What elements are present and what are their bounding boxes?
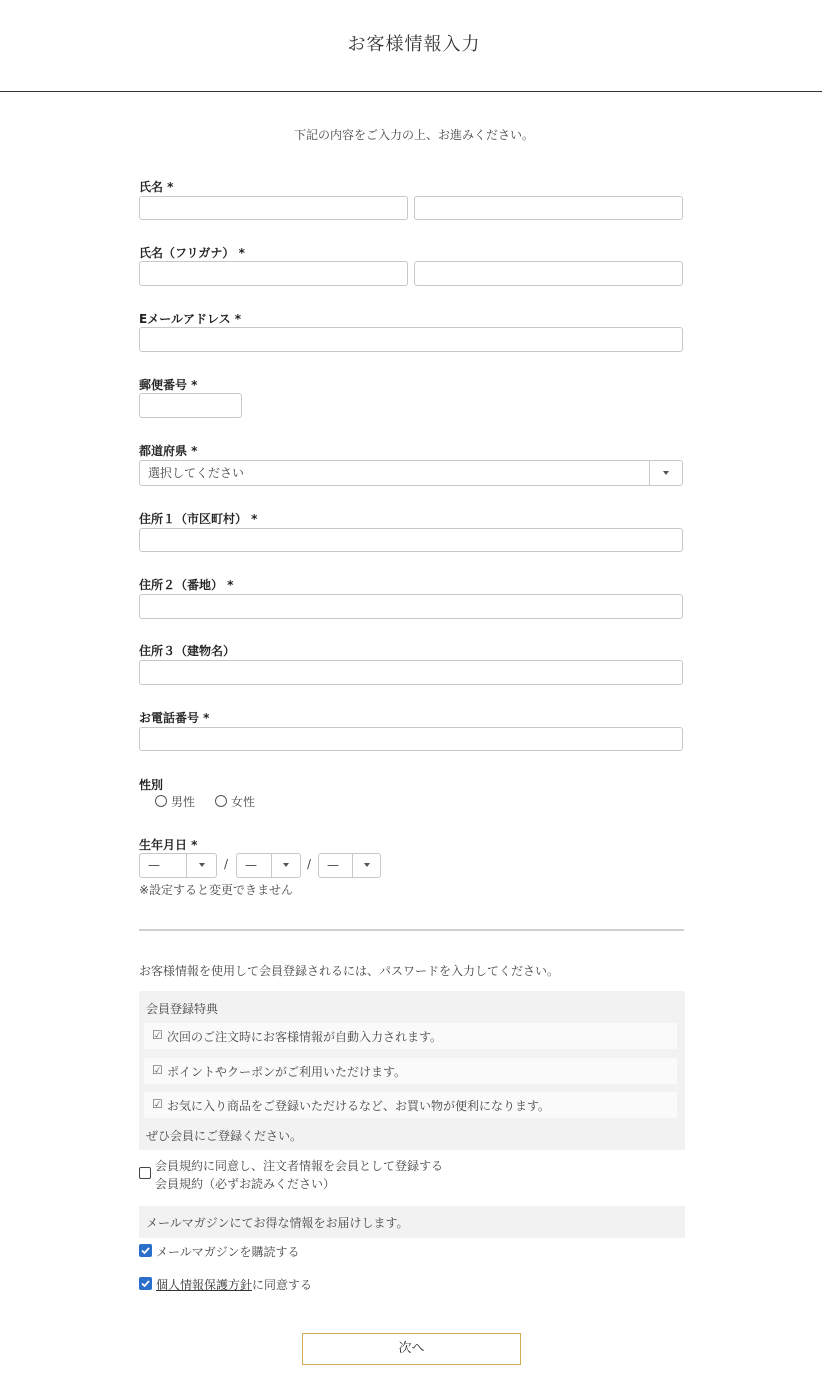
terms-link[interactable]: 会員規約（必ずお読みください） <box>155 1177 336 1191</box>
newsletter-notice: メールマガジンにてお得な情報をお届けします。 <box>146 1216 409 1230</box>
privacy-policy-link[interactable]: 個人情報保護方針 <box>156 1278 253 1292</box>
name-kana-label: 氏名（フリガナ） * <box>139 246 245 260</box>
benefits-title: 会員登録特典 <box>146 1002 219 1016</box>
prefecture-dropdown-button[interactable] <box>649 461 682 485</box>
gender-male-radio[interactable] <box>155 795 167 807</box>
prefecture-select[interactable] <box>139 460 683 486</box>
birthday-label: 生年月日 * <box>139 838 198 852</box>
last-name-input[interactable] <box>139 196 408 220</box>
birth-year-select[interactable] <box>139 853 217 878</box>
email-label: Eメールアドレス * <box>139 312 242 326</box>
address1-input[interactable] <box>139 528 683 552</box>
gender-male-label: 男性 <box>171 795 196 809</box>
prefecture-selected-value: 選択してください <box>148 466 245 480</box>
postal-label: 郵便番号 * <box>139 378 198 392</box>
address2-label: 住所２（番地） * <box>139 578 234 592</box>
member-benefits-panel <box>139 991 685 1150</box>
newsletter-checkbox[interactable] <box>139 1244 152 1257</box>
birth-day-value: — <box>327 858 339 872</box>
address3-input[interactable] <box>139 660 683 685</box>
member-prompt: お客様情報を使用して会員登録されるには、パスワードを入力してください。 <box>139 964 560 978</box>
benefit-text: お気に入り商品をご登録いただけるなど、お買い物が便利になります。 <box>167 1099 551 1113</box>
benefit-text: ポイントやクーポンがご利用いただけます。 <box>167 1065 407 1079</box>
phone-label: お電話番号 * <box>139 711 210 725</box>
gender-female-label: 女性 <box>231 795 256 809</box>
list-item <box>144 1023 677 1049</box>
chevron-down-icon <box>663 471 669 475</box>
first-name-input[interactable] <box>414 196 683 220</box>
benefit-text: 次回のご注文時にお客様情報が自動入力されます。 <box>167 1030 443 1044</box>
birth-month-value: — <box>245 858 257 872</box>
address3-label: 住所３（建物名） <box>139 644 236 658</box>
name-label: 氏名 * <box>139 180 174 194</box>
member-cta: ぜひ会員にご登録ください。 <box>146 1129 303 1143</box>
gender-female-radio[interactable] <box>215 795 227 807</box>
prefecture-label: 都道府県 * <box>139 444 198 458</box>
checkbox-icon: ☑ <box>152 1097 163 1111</box>
chevron-down-icon <box>199 863 205 867</box>
page-title: お客様情報入力 <box>347 34 481 55</box>
last-name-kana-input[interactable] <box>139 261 408 286</box>
header-divider <box>0 91 822 92</box>
intro-text: 下記の内容をご入力の上、お進みください。 <box>293 128 534 142</box>
address1-label: 住所１（市区町村） * <box>139 512 258 526</box>
list-item <box>144 1058 677 1084</box>
member-agree-checkbox[interactable] <box>139 1167 151 1179</box>
postal-code-input[interactable] <box>139 393 242 418</box>
newsletter-label: メールマガジンを購読する <box>156 1245 300 1259</box>
checkmark-icon <box>139 1277 152 1290</box>
phone-input[interactable] <box>139 727 683 751</box>
next-button[interactable]: 次へ <box>302 1333 521 1365</box>
birth-day-select[interactable] <box>318 853 381 878</box>
checkbox-icon: ☑ <box>152 1063 163 1077</box>
birth-year-dropdown-button[interactable] <box>186 854 216 877</box>
newsletter-notice-panel <box>139 1206 685 1238</box>
section-divider <box>139 929 684 931</box>
list-item <box>144 1092 677 1118</box>
chevron-down-icon <box>364 863 370 867</box>
chevron-down-icon <box>283 863 289 867</box>
first-name-kana-input[interactable] <box>414 261 683 286</box>
birthday-note: ※設定すると変更できません <box>139 883 294 897</box>
checkbox-icon: ☑ <box>152 1028 163 1042</box>
member-agree-label: 会員規約に同意し、注文者情報を会員として登録する <box>155 1159 444 1173</box>
privacy-checkbox[interactable] <box>139 1277 152 1290</box>
email-input[interactable] <box>139 327 683 352</box>
checkmark-icon <box>139 1244 152 1257</box>
birth-year-value: — <box>148 858 160 872</box>
gender-label: 性別 <box>139 778 164 792</box>
birth-day-dropdown-button[interactable] <box>352 854 380 877</box>
birth-month-dropdown-button[interactable] <box>271 854 300 877</box>
date-separator: / <box>307 857 312 871</box>
date-separator: / <box>224 857 229 871</box>
privacy-line <box>156 1276 312 1293</box>
address2-input[interactable] <box>139 594 683 619</box>
birth-month-select[interactable] <box>236 853 301 878</box>
privacy-suffix: に同意する <box>252 1278 313 1292</box>
